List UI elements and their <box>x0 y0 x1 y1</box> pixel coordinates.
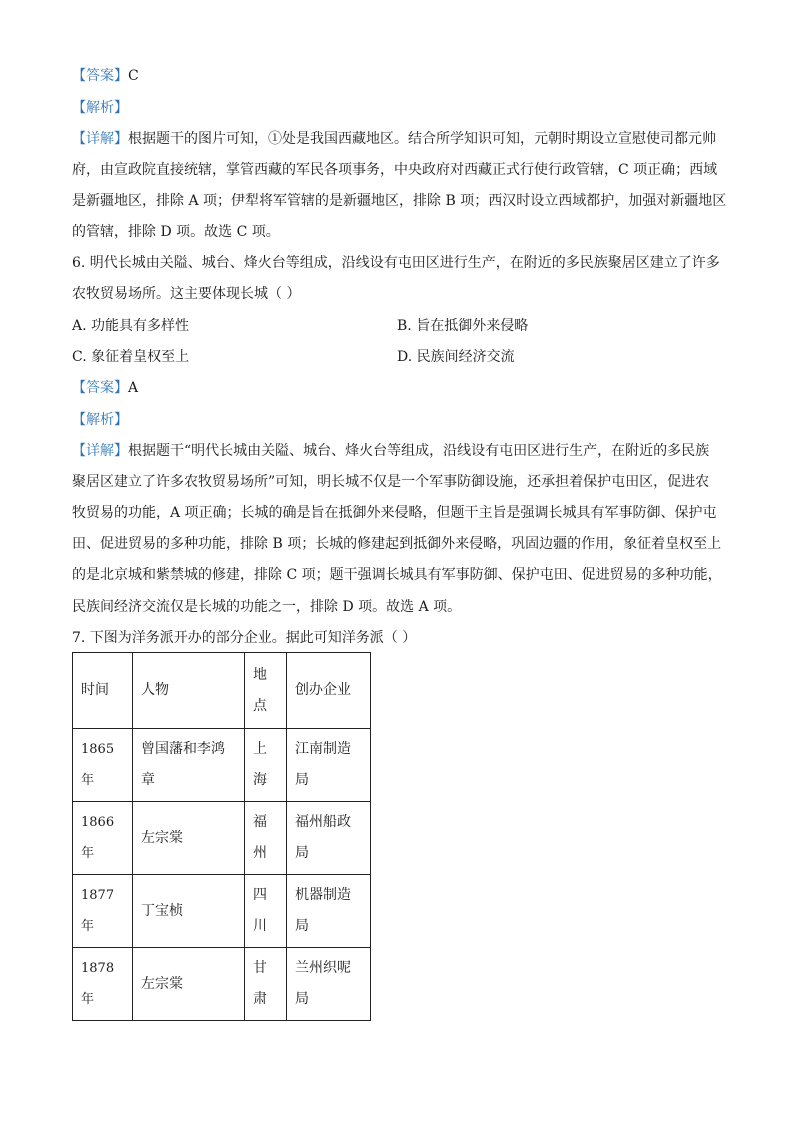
q5-detail-tag: 【详解】 <box>72 131 128 147</box>
q6-stem-line-1: 6. 明代长城由关隘、城台、烽火台等组成，沿线设有屯田区进行生产，在附近的多民族聚居区建立了许多 <box>72 255 720 271</box>
q5-detail-line-2: 府，由宣政院直接统辖，掌管西藏的军民各项事务，中央政府对西藏正式行使行政管辖，C 项正确；西域 <box>72 162 718 178</box>
cell-place: 福 州 <box>245 802 287 875</box>
cell-place: 上 海 <box>245 729 287 802</box>
q5-answer-value: C <box>128 68 139 84</box>
cell-enterprise: 江南制造 局 <box>287 729 371 802</box>
cell-year: 1877 年 <box>73 875 133 948</box>
q6-option-d: D. 民族间经济交流 <box>397 349 515 365</box>
table-header-row <box>73 653 371 729</box>
q6-detail-text-1: 根据题干“明代长城由关隘、城台、烽火台等组成，沿线设有屯田区进行生产，在附近的多民族 <box>128 443 710 459</box>
q6-option-b: B. 旨在抵御外来侵略 <box>397 318 529 334</box>
cell-place: 四 川 <box>245 875 287 948</box>
q6-detail-line-1 <box>72 441 709 461</box>
q5-analysis-tag: 【解析】 <box>72 100 128 116</box>
q6-detail-line-5: 的是北京城和紫禁城的修建，排除 C 项；题干强调长城具有军事防御、保护屯田、促进贸易的多种功能， <box>72 567 722 583</box>
cell-enterprise: 机器制造 局 <box>287 875 371 948</box>
table-row <box>73 729 371 802</box>
table-row <box>73 948 371 1021</box>
header-person: 人物 <box>133 653 245 729</box>
q6-option-c: C. 象征着皇权至上 <box>72 349 190 365</box>
cell-person: 丁宝桢 <box>133 875 245 948</box>
q5-answer-line <box>72 66 139 86</box>
cell-person: 曾国藩和李鸿 章 <box>133 729 245 802</box>
cell-enterprise: 兰州织呢 局 <box>287 948 371 1021</box>
q6-detail-line-3: 牧贸易的功能，A 项正确；长城的确是旨在抵御外来侵略，但题干主旨是强调长城具有军事防御、保护屯 <box>72 505 717 521</box>
q6-answer-tag: 【答案】 <box>72 380 128 396</box>
cell-year: 1878 年 <box>73 948 133 1021</box>
q7-stem: 7. 下图为洋务派开办的部分企业。据此可知洋务派（ ） <box>72 630 417 646</box>
cell-year: 1865 年 <box>73 729 133 802</box>
q6-detail-line-4: 田、促进贸易的多种功能，排除 B 项；长城的修建起到抵御外来侵略，巩固边疆的作用，象征着皇权至上 <box>72 536 722 552</box>
cell-person: 左宗棠 <box>133 948 245 1021</box>
q6-option-a: A. 功能具有多样性 <box>72 318 190 334</box>
q6-answer-line <box>72 378 138 398</box>
q5-answer-tag: 【答案】 <box>72 68 128 84</box>
header-time: 时间 <box>73 653 133 729</box>
q6-answer-value: A <box>128 380 139 396</box>
q6-detail-line-6: 民族间经济交流仅是长城的功能之一，排除 D 项。故选 A 项。 <box>72 599 462 615</box>
q5-detail-line-1 <box>72 129 716 149</box>
table-row <box>73 875 371 948</box>
cell-place: 甘 肃 <box>245 948 287 1021</box>
header-enterprise: 创办企业 <box>287 653 371 729</box>
q6-stem-line-2: 农牧贸易场所。这主要体现长城（ ） <box>72 286 301 302</box>
cell-year: 1866 年 <box>73 802 133 875</box>
q5-detail-line-3: 是新疆地区，排除 A 项；伊犁将军管辖的是新疆地区，排除 B 项；西汉时设立西域都护，加强对新疆地区 <box>72 193 727 209</box>
table-row <box>73 802 371 875</box>
q6-analysis-tag: 【解析】 <box>72 412 128 428</box>
cell-enterprise: 福州船政 局 <box>287 802 371 875</box>
q5-detail-line-4: 的管辖，排除 D 项。故选 C 项。 <box>72 224 280 240</box>
q5-detail-text-1: 根据题干的图片可知，①处是我国西藏地区。结合所学知识可知，元朝时期设立宣慰使司都元帅 <box>128 131 716 147</box>
q6-detail-line-2: 聚居区建立了许多农牧贸易场所”可知，明长城不仅是一个军事防御设施，还承担着保护屯田区，促进农 <box>72 474 710 490</box>
cell-person: 左宗棠 <box>133 802 245 875</box>
enterprise-table <box>72 652 371 1021</box>
header-place: 地 点 <box>245 653 287 729</box>
q6-detail-tag: 【详解】 <box>72 443 128 459</box>
